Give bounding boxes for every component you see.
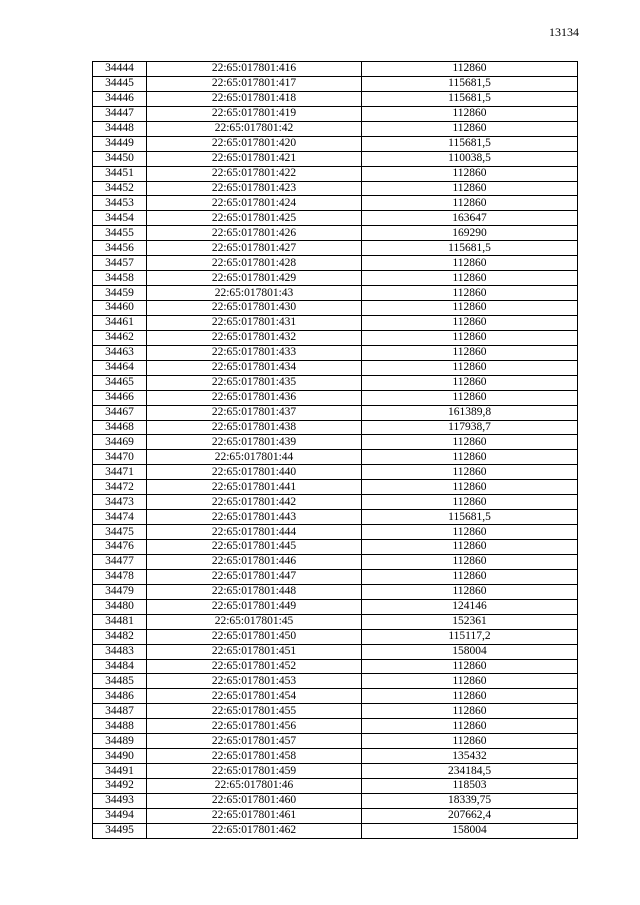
cadastral-number-cell: 22:65:017801:454 bbox=[147, 689, 362, 704]
row-number-cell: 34470 bbox=[93, 450, 147, 465]
table-row bbox=[93, 465, 578, 480]
cadastral-number-cell: 22:65:017801:442 bbox=[147, 495, 362, 510]
row-number-cell: 34482 bbox=[93, 629, 147, 644]
table-row bbox=[93, 106, 578, 121]
table-row bbox=[93, 121, 578, 136]
value-cell: 112860 bbox=[362, 689, 578, 704]
table-row bbox=[93, 330, 578, 345]
value-cell: 112860 bbox=[362, 584, 578, 599]
row-number-cell: 34492 bbox=[93, 779, 147, 794]
value-cell: 115681,5 bbox=[362, 510, 578, 525]
cadastral-number-cell: 22:65:017801:45 bbox=[147, 614, 362, 629]
cadastral-number-cell: 22:65:017801:462 bbox=[147, 823, 362, 838]
value-cell: 112860 bbox=[362, 121, 578, 136]
value-cell: 112860 bbox=[362, 659, 578, 674]
row-number-cell: 34481 bbox=[93, 614, 147, 629]
row-number-cell: 34466 bbox=[93, 390, 147, 405]
cadastral-number-cell: 22:65:017801:430 bbox=[147, 301, 362, 316]
page-number: 13134 bbox=[549, 25, 579, 39]
value-cell: 112860 bbox=[362, 734, 578, 749]
row-number-cell: 34445 bbox=[93, 76, 147, 91]
row-number-cell: 34487 bbox=[93, 704, 147, 719]
table-row bbox=[93, 644, 578, 659]
value-cell: 112860 bbox=[362, 540, 578, 555]
cadastral-number-cell: 22:65:017801:439 bbox=[147, 435, 362, 450]
row-number-cell: 34460 bbox=[93, 301, 147, 316]
row-number-cell: 34457 bbox=[93, 256, 147, 271]
table-row bbox=[93, 450, 578, 465]
table-row bbox=[93, 360, 578, 375]
value-cell: 112860 bbox=[362, 450, 578, 465]
row-number-cell: 34450 bbox=[93, 151, 147, 166]
cadastral-number-cell: 22:65:017801:417 bbox=[147, 76, 362, 91]
table-row bbox=[93, 823, 578, 838]
value-cell: 112860 bbox=[362, 525, 578, 540]
row-number-cell: 34494 bbox=[93, 808, 147, 823]
row-number-cell: 34451 bbox=[93, 166, 147, 181]
row-number-cell: 34469 bbox=[93, 435, 147, 450]
table-row bbox=[93, 136, 578, 151]
cadastral-number-cell: 22:65:017801:422 bbox=[147, 166, 362, 181]
row-number-cell: 34463 bbox=[93, 345, 147, 360]
cadastral-number-cell: 22:65:017801:456 bbox=[147, 719, 362, 734]
row-number-cell: 34478 bbox=[93, 569, 147, 584]
table-row bbox=[93, 764, 578, 779]
cadastral-number-cell: 22:65:017801:434 bbox=[147, 360, 362, 375]
table-row bbox=[93, 659, 578, 674]
registry-table bbox=[92, 61, 578, 839]
row-number-cell: 34458 bbox=[93, 271, 147, 286]
value-cell: 124146 bbox=[362, 599, 578, 614]
table-row bbox=[93, 420, 578, 435]
value-cell: 158004 bbox=[362, 644, 578, 659]
table-row bbox=[93, 286, 578, 301]
cadastral-number-cell: 22:65:017801:461 bbox=[147, 808, 362, 823]
cadastral-number-cell: 22:65:017801:445 bbox=[147, 540, 362, 555]
cadastral-number-cell: 22:65:017801:451 bbox=[147, 644, 362, 659]
value-cell: 112860 bbox=[362, 390, 578, 405]
row-number-cell: 34459 bbox=[93, 286, 147, 301]
table-row bbox=[93, 510, 578, 525]
value-cell: 115681,5 bbox=[362, 136, 578, 151]
row-number-cell: 34476 bbox=[93, 540, 147, 555]
cadastral-number-cell: 22:65:017801:428 bbox=[147, 256, 362, 271]
table-row bbox=[93, 749, 578, 764]
cadastral-number-cell: 22:65:017801:435 bbox=[147, 375, 362, 390]
value-cell: 112860 bbox=[362, 375, 578, 390]
row-number-cell: 34464 bbox=[93, 360, 147, 375]
cadastral-number-cell: 22:65:017801:423 bbox=[147, 181, 362, 196]
row-number-cell: 34491 bbox=[93, 764, 147, 779]
value-cell: 135432 bbox=[362, 749, 578, 764]
cadastral-number-cell: 22:65:017801:453 bbox=[147, 674, 362, 689]
cadastral-number-cell: 22:65:017801:431 bbox=[147, 315, 362, 330]
cadastral-number-cell: 22:65:017801:459 bbox=[147, 764, 362, 779]
row-number-cell: 34448 bbox=[93, 121, 147, 136]
value-cell: 112860 bbox=[362, 106, 578, 121]
value-cell: 112860 bbox=[362, 360, 578, 375]
value-cell: 115681,5 bbox=[362, 76, 578, 91]
row-number-cell: 34488 bbox=[93, 719, 147, 734]
table-row bbox=[93, 584, 578, 599]
row-number-cell: 34444 bbox=[93, 62, 147, 77]
cadastral-number-cell: 22:65:017801:441 bbox=[147, 480, 362, 495]
value-cell: 112860 bbox=[362, 465, 578, 480]
table-row bbox=[93, 91, 578, 106]
table-row bbox=[93, 196, 578, 211]
table-row bbox=[93, 405, 578, 420]
table-row bbox=[93, 62, 578, 77]
value-cell: 112860 bbox=[362, 674, 578, 689]
cadastral-number-cell: 22:65:017801:42 bbox=[147, 121, 362, 136]
row-number-cell: 34483 bbox=[93, 644, 147, 659]
table-row bbox=[93, 76, 578, 91]
cadastral-number-cell: 22:65:017801:440 bbox=[147, 465, 362, 480]
table-row bbox=[93, 614, 578, 629]
row-number-cell: 34475 bbox=[93, 525, 147, 540]
value-cell: 115681,5 bbox=[362, 91, 578, 106]
table-row bbox=[93, 181, 578, 196]
value-cell: 158004 bbox=[362, 823, 578, 838]
cadastral-number-cell: 22:65:017801:425 bbox=[147, 211, 362, 226]
table-row bbox=[93, 211, 578, 226]
table-row bbox=[93, 226, 578, 241]
value-cell: 112860 bbox=[362, 704, 578, 719]
value-cell: 234184,5 bbox=[362, 764, 578, 779]
table-row bbox=[93, 719, 578, 734]
row-number-cell: 34490 bbox=[93, 749, 147, 764]
table-row bbox=[93, 599, 578, 614]
cadastral-number-cell: 22:65:017801:43 bbox=[147, 286, 362, 301]
cadastral-number-cell: 22:65:017801:429 bbox=[147, 271, 362, 286]
value-cell: 115117,2 bbox=[362, 629, 578, 644]
value-cell: 112860 bbox=[362, 480, 578, 495]
cadastral-number-cell: 22:65:017801:420 bbox=[147, 136, 362, 151]
value-cell: 169290 bbox=[362, 226, 578, 241]
table-row bbox=[93, 480, 578, 495]
table-row bbox=[93, 689, 578, 704]
value-cell: 112860 bbox=[362, 62, 578, 77]
value-cell: 112860 bbox=[362, 554, 578, 569]
table-row bbox=[93, 540, 578, 555]
cadastral-number-cell: 22:65:017801:443 bbox=[147, 510, 362, 525]
cadastral-number-cell: 22:65:017801:457 bbox=[147, 734, 362, 749]
row-number-cell: 34484 bbox=[93, 659, 147, 674]
table-row bbox=[93, 375, 578, 390]
table-row bbox=[93, 256, 578, 271]
table-row bbox=[93, 525, 578, 540]
row-number-cell: 34474 bbox=[93, 510, 147, 525]
table-row bbox=[93, 808, 578, 823]
table-row bbox=[93, 166, 578, 181]
value-cell: 112860 bbox=[362, 345, 578, 360]
cadastral-number-cell: 22:65:017801:44 bbox=[147, 450, 362, 465]
table-row bbox=[93, 779, 578, 794]
value-cell: 163647 bbox=[362, 211, 578, 226]
table-row bbox=[93, 315, 578, 330]
cadastral-number-cell: 22:65:017801:432 bbox=[147, 330, 362, 345]
row-number-cell: 34480 bbox=[93, 599, 147, 614]
row-number-cell: 34461 bbox=[93, 315, 147, 330]
table-row bbox=[93, 629, 578, 644]
value-cell: 112860 bbox=[362, 435, 578, 450]
cadastral-number-cell: 22:65:017801:419 bbox=[147, 106, 362, 121]
table-row bbox=[93, 554, 578, 569]
cadastral-number-cell: 22:65:017801:433 bbox=[147, 345, 362, 360]
row-number-cell: 34479 bbox=[93, 584, 147, 599]
row-number-cell: 34477 bbox=[93, 554, 147, 569]
row-number-cell: 34471 bbox=[93, 465, 147, 480]
cadastral-number-cell: 22:65:017801:460 bbox=[147, 793, 362, 808]
value-cell: 207662,4 bbox=[362, 808, 578, 823]
value-cell: 112860 bbox=[362, 719, 578, 734]
value-cell: 118503 bbox=[362, 779, 578, 794]
value-cell: 112860 bbox=[362, 569, 578, 584]
cadastral-number-cell: 22:65:017801:438 bbox=[147, 420, 362, 435]
value-cell: 112860 bbox=[362, 330, 578, 345]
row-number-cell: 34472 bbox=[93, 480, 147, 495]
cadastral-number-cell: 22:65:017801:421 bbox=[147, 151, 362, 166]
row-number-cell: 34456 bbox=[93, 241, 147, 256]
cadastral-number-cell: 22:65:017801:444 bbox=[147, 525, 362, 540]
value-cell: 112860 bbox=[362, 166, 578, 181]
cadastral-number-cell: 22:65:017801:418 bbox=[147, 91, 362, 106]
row-number-cell: 34493 bbox=[93, 793, 147, 808]
table-row bbox=[93, 345, 578, 360]
table-row bbox=[93, 569, 578, 584]
row-number-cell: 34446 bbox=[93, 91, 147, 106]
value-cell: 112860 bbox=[362, 181, 578, 196]
cadastral-number-cell: 22:65:017801:426 bbox=[147, 226, 362, 241]
value-cell: 161389,8 bbox=[362, 405, 578, 420]
cadastral-number-cell: 22:65:017801:427 bbox=[147, 241, 362, 256]
cadastral-number-cell: 22:65:017801:449 bbox=[147, 599, 362, 614]
cadastral-number-cell: 22:65:017801:424 bbox=[147, 196, 362, 211]
table-row bbox=[93, 435, 578, 450]
row-number-cell: 34495 bbox=[93, 823, 147, 838]
cadastral-number-cell: 22:65:017801:416 bbox=[147, 62, 362, 77]
cadastral-number-cell: 22:65:017801:437 bbox=[147, 405, 362, 420]
row-number-cell: 34453 bbox=[93, 196, 147, 211]
table-row bbox=[93, 390, 578, 405]
table-row bbox=[93, 271, 578, 286]
cadastral-number-cell: 22:65:017801:452 bbox=[147, 659, 362, 674]
table-row bbox=[93, 495, 578, 510]
row-number-cell: 34455 bbox=[93, 226, 147, 241]
value-cell: 112860 bbox=[362, 301, 578, 316]
table-row bbox=[93, 704, 578, 719]
value-cell: 110038,5 bbox=[362, 151, 578, 166]
table-row bbox=[93, 793, 578, 808]
cadastral-number-cell: 22:65:017801:455 bbox=[147, 704, 362, 719]
table-row bbox=[93, 734, 578, 749]
value-cell: 18339,75 bbox=[362, 793, 578, 808]
row-number-cell: 34465 bbox=[93, 375, 147, 390]
value-cell: 112860 bbox=[362, 271, 578, 286]
value-cell: 115681,5 bbox=[362, 241, 578, 256]
table-body bbox=[93, 62, 578, 839]
value-cell: 112860 bbox=[362, 315, 578, 330]
cadastral-number-cell: 22:65:017801:46 bbox=[147, 779, 362, 794]
row-number-cell: 34452 bbox=[93, 181, 147, 196]
table-row bbox=[93, 674, 578, 689]
row-number-cell: 34447 bbox=[93, 106, 147, 121]
table-row bbox=[93, 241, 578, 256]
cadastral-number-cell: 22:65:017801:448 bbox=[147, 584, 362, 599]
cadastral-number-cell: 22:65:017801:436 bbox=[147, 390, 362, 405]
value-cell: 112860 bbox=[362, 256, 578, 271]
row-number-cell: 34454 bbox=[93, 211, 147, 226]
value-cell: 152361 bbox=[362, 614, 578, 629]
value-cell: 112860 bbox=[362, 495, 578, 510]
row-number-cell: 34462 bbox=[93, 330, 147, 345]
cadastral-number-cell: 22:65:017801:450 bbox=[147, 629, 362, 644]
row-number-cell: 34467 bbox=[93, 405, 147, 420]
row-number-cell: 34468 bbox=[93, 420, 147, 435]
row-number-cell: 34489 bbox=[93, 734, 147, 749]
cadastral-number-cell: 22:65:017801:447 bbox=[147, 569, 362, 584]
cadastral-number-cell: 22:65:017801:446 bbox=[147, 554, 362, 569]
value-cell: 112860 bbox=[362, 286, 578, 301]
row-number-cell: 34486 bbox=[93, 689, 147, 704]
value-cell: 117938,7 bbox=[362, 420, 578, 435]
cadastral-number-cell: 22:65:017801:458 bbox=[147, 749, 362, 764]
table-row bbox=[93, 301, 578, 316]
row-number-cell: 34473 bbox=[93, 495, 147, 510]
value-cell: 112860 bbox=[362, 196, 578, 211]
row-number-cell: 34449 bbox=[93, 136, 147, 151]
table-row bbox=[93, 151, 578, 166]
row-number-cell: 34485 bbox=[93, 674, 147, 689]
